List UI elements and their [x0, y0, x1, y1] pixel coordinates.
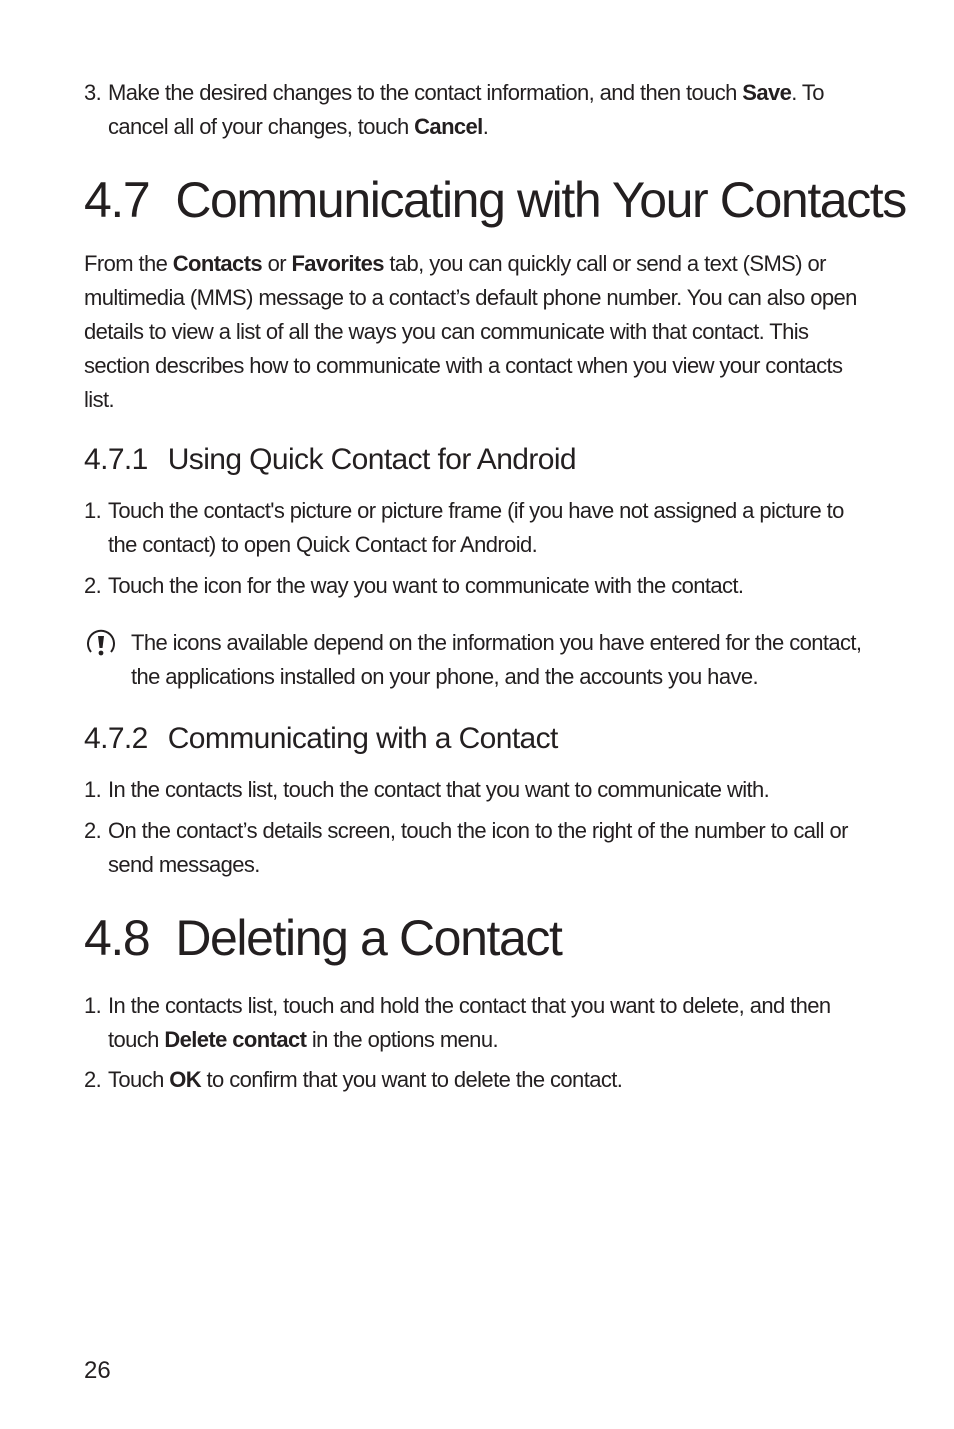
list-item: 2. Touch OK to confirm that you want to delete the contact. — [84, 1067, 623, 1092]
subsection-title: Communicating with a Contact — [167, 722, 558, 755]
cancel-term: Cancel — [414, 114, 483, 139]
subsection-heading-4-7-2 — [84, 719, 558, 759]
list-item: 1. In the contacts list, touch and hold the contact that you want to delete, and then touch Delete contact in the options menu. — [84, 993, 831, 1052]
list-item: 1. Touch the contact's picture or picture frame (if you have not assigned a picture to the contact) to open Quick Contact for Android. — [84, 498, 844, 557]
section-title: Deleting a Contact — [175, 910, 562, 966]
section-heading-4-7 — [84, 170, 906, 230]
note-text: The icons available depend on the information you have entered for the contact, the applications installed on your phone, and the accounts you have. — [131, 630, 862, 689]
save-term: Save — [742, 80, 792, 105]
subsection-title: Using Quick Contact for Android — [167, 443, 577, 476]
delete-contact-term: Delete contact — [164, 1027, 307, 1052]
ok-term: OK — [169, 1067, 202, 1092]
list-item: 2. On the contact’s details screen, touch the icon to the right of the number to call or send messages. — [84, 818, 848, 877]
subsection-number: 4.7.2 — [84, 722, 148, 755]
note-icon — [84, 628, 118, 658]
step-3-save-changes — [84, 76, 870, 144]
favorites-term: Favorites — [291, 251, 384, 276]
section-title: Communicating with Your Contacts — [175, 172, 906, 228]
step-text: Make the desired changes to the contact information, and then touch Save. To cancel all of your changes, touch Cancel. — [108, 80, 824, 139]
section-heading-4-8 — [84, 908, 561, 968]
section-number: 4.8 — [84, 910, 150, 966]
contacts-term: Contacts — [172, 251, 263, 276]
subsection-heading-4-7-1 — [84, 440, 576, 480]
section-4-7-paragraph: From the Contacts or Favorites tab, you can quickly call or send a text (SMS) or multimedia (MMS) message to a contact’s default phone number. You can also open details to view a list of all the ways you can communicate with that contact. This section describes how to communicate with a contact when you view your contacts list. — [84, 251, 857, 412]
list-item: 2. Touch the icon for the way you want to communicate with the contact. — [84, 573, 744, 598]
section-number: 4.7 — [84, 172, 150, 228]
subsection-number: 4.7.1 — [84, 443, 148, 476]
page-number: 26 — [84, 1357, 111, 1384]
step-number: 3. — [84, 80, 102, 105]
list-item: 1. In the contacts list, touch the contact that you want to communicate with. — [84, 777, 770, 802]
note-callout — [84, 626, 870, 694]
